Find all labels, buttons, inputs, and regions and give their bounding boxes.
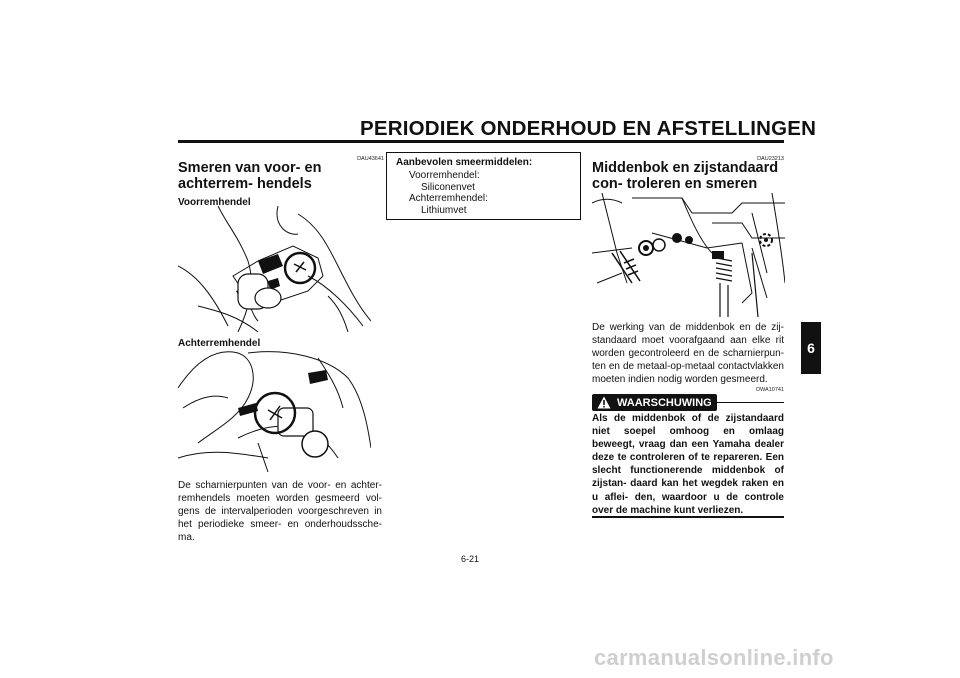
front-brake-lever-illustration bbox=[178, 206, 371, 332]
lubricants-box-title: Aanbevolen smeermiddelen: bbox=[396, 157, 533, 168]
rear-brake-lever-label: Achterremhendel bbox=[178, 338, 261, 349]
warning-header bbox=[592, 394, 717, 411]
lubricant-rear-label: Achterremhendel: bbox=[409, 193, 488, 204]
header-rule bbox=[178, 140, 784, 143]
warning-code: DWA10741 bbox=[756, 387, 784, 393]
warning-bottom-rule bbox=[592, 516, 784, 518]
stands-paragraph: De werking van de middenbok en de zij- standaard moet voorafgaand aan elke rit worden gecontroleerd en de scharnierpun- ten en de metaal-op-metaal contactvlakken moeten indien nodig worden gesmeerd. bbox=[592, 322, 784, 386]
warning-label: WAARSCHUWING bbox=[617, 396, 712, 409]
lubricant-rear-value: Lithiumvet bbox=[421, 204, 467, 216]
section-title-brake-levers: Smeren van voor- en achterrem- hendels bbox=[178, 160, 322, 192]
section-title-stands: Middenbok en zijstandaard con- troleren en smeren bbox=[592, 160, 779, 192]
warning-triangle-icon bbox=[597, 396, 611, 409]
warning-text: Als de middenbok of de zijstandaard niet soepel omhoog en omlaag beweegt, vraag dan een Yamaha dealer deze te controleren of te repareren. Een slecht functionerende middenbok of zijstan- daard kan het wegdek raken en u aflei- den, waardoor u de controle over de machine kunt verliezen. bbox=[592, 413, 784, 516]
page-title: PERIODIEK ONDERHOUD EN AFSTELLINGEN bbox=[360, 117, 817, 140]
recommended-lubricants-box bbox=[386, 152, 581, 220]
section-code-stands: DAU23213 bbox=[757, 156, 784, 162]
rear-brake-lever-illustration bbox=[178, 348, 371, 472]
watermark: carmanualsonline.info bbox=[594, 645, 834, 670]
page-number: 6-21 bbox=[461, 554, 480, 564]
section-code: DAU43641 bbox=[357, 156, 384, 162]
lubricant-front-value: Siliconenvet bbox=[421, 181, 475, 193]
lubricants-list bbox=[409, 170, 488, 216]
warning-header-rule bbox=[717, 402, 784, 403]
chapter-tab: 6 bbox=[801, 322, 821, 374]
brake-lever-paragraph: De scharnierpunten van de voor- en achter- remhendels moeten worden gesmeerd vol- gens de intervalperioden voorgeschreven in het periodieke smeer- en onderhoudssche- ma. bbox=[178, 480, 382, 544]
lubricant-front-label: Voorremhendel: bbox=[409, 170, 480, 181]
stands-illustration bbox=[592, 193, 785, 317]
front-brake-lever-label: Voorremhendel bbox=[178, 197, 251, 208]
